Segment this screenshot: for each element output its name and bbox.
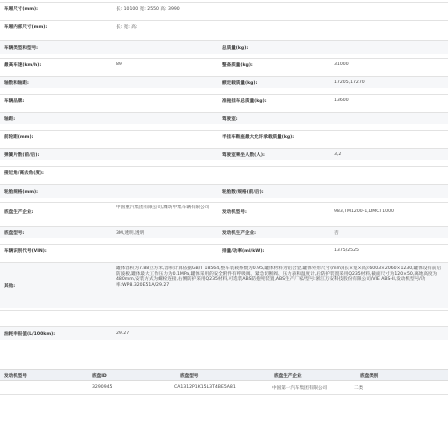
row-other (0, 262, 448, 308)
engine-model-label: 发动机型号: (222, 210, 247, 215)
curb-mass-value: 17205,17270 (334, 80, 365, 85)
cab-seats-label: 驾驶室: (222, 117, 238, 122)
saddle-mass-label: 半挂车鞍座最大允许承载质量(kg): (222, 135, 295, 140)
engine-company-label: 发动机生产企业: (222, 231, 256, 236)
row-speed (0, 58, 448, 70)
vin-label: 车辆识别代号(VIN): (4, 249, 47, 254)
row-wheelbase (0, 112, 448, 124)
box-size-value: 长: 10100 宽: 2550 高: 3990 (116, 7, 180, 12)
tire-spec-label: 轮胎规格(mm): (4, 190, 38, 195)
row-manufacturer (0, 202, 448, 224)
cab-rows-label: 驾驶室乘坐人数(人): (222, 153, 265, 158)
displacement-label: 排量/功率(ml/kW): (222, 249, 265, 254)
row-front-track (0, 130, 448, 142)
row-tire-spec (0, 184, 448, 198)
chassis-value: 3M,透明,透明 (116, 231, 145, 236)
table-bottom-divider (0, 394, 448, 395)
speed-value: 89 (116, 62, 122, 67)
other-label: 其他: (4, 284, 16, 289)
row-model-group (0, 40, 448, 54)
col-chassis-model: 底盘型号 (180, 374, 199, 379)
row-box-size (0, 2, 448, 12)
bed-size-label: 车厢内部尺寸(mm): (4, 25, 48, 30)
fuel-value: 29.27 (116, 331, 130, 336)
bed-size-value: 长: 宽: 高: (116, 25, 138, 30)
front-track-label: 前轮距(mm): (4, 135, 34, 140)
total-mass-label: 总质量(kg): (222, 46, 249, 51)
row-axles (0, 76, 448, 88)
approach-label: 接近角/离去角(度): (4, 171, 44, 176)
displacement-value: 1375/2525 (334, 248, 359, 253)
total-mass-value: 31000 (334, 62, 349, 67)
manufacturer-value: 中国重汽集团有限公司,潍坊中集车辆有限公司 (116, 205, 210, 210)
model-group-label: 车辆类型和型号: (4, 46, 38, 51)
row-bed-size (0, 20, 448, 30)
col-chassis-company: 底盘生产企业 (274, 374, 302, 379)
trailer-mass-label: 准拖挂车总质量(kg): (222, 99, 267, 104)
row-spacer (0, 310, 448, 322)
axles-label: 轴数和轴距: (4, 81, 29, 86)
other-value: 罐体容积为7.88立方米,容积计算依据GB/T 18564,整车装载系数为0.95,罐体材料为铝合金,罐体外形尺寸(mm)(长×宽×高):6003×2060×1230,罐体设有前后防波板,罐体最大工作压力为0.1MPa,罐体采用的安全附件有呼吸阀、紧急切断阀、压力表和温度计,后防护装置采用Q235材料,截面尺寸为120×50,离地高度为480mm,安装方式为螺栓连接,右侧防护采用Q235材料,可选装ABS防抱死装置,ABS生产厂家/型号:浙江万安科技股份有限公司/VIE ABS-II,发动机型号/功率:WP8.320E51A/29.27 (116, 266, 442, 288)
curb-mass-label: 整备质量(kg): (222, 63, 253, 68)
row-chassis (0, 226, 448, 238)
col-chassis-id: 底盘ID (92, 374, 107, 379)
cell-chassis-company: 中国第一汽车集团有限公司 (272, 386, 328, 391)
spring-count-label: 弹簧片数(前/后): (4, 153, 40, 158)
chassis-table-header (0, 369, 448, 381)
cell-chassis-model: CA1312P1K15L3T4BE5A81 (174, 385, 236, 390)
engine-company-value: 否 (334, 231, 339, 236)
load-mass-label: 额定载质量(kg): (222, 81, 258, 86)
manufacturer-label: 底盘生产企业: (4, 210, 34, 215)
col-engine-model: 发动机型号 (4, 374, 27, 379)
row-fuel (0, 326, 448, 340)
chassis-label: 底盘型号: (4, 231, 25, 236)
cell-chassis-id: 3290945 (92, 385, 113, 390)
row-spring-count (0, 148, 448, 160)
fuel-label: 油耗申报值(L/100km): (4, 332, 56, 337)
cell-chassis-class: 二类 (354, 386, 364, 391)
speed-label: 最高车速(km/h): (4, 63, 42, 68)
load-mass-value: 13600 (334, 98, 349, 103)
box-size-label: 车厢尺寸(mm): (4, 7, 38, 12)
engine-model-value: 983,TM1200-1,DMCT1000 (334, 209, 394, 214)
row-approach (0, 166, 448, 178)
tire-count-label: 轮胎数/规格(前/后): (222, 190, 264, 195)
row-vin (0, 244, 448, 256)
cab-rows-value: 3,2 (334, 152, 342, 157)
wheelbase-label: 轴距: (4, 117, 16, 122)
brand-label: 车辆品牌: (4, 99, 25, 104)
col-chassis-class: 底盘类别 (360, 374, 379, 379)
row-brand (0, 94, 448, 106)
